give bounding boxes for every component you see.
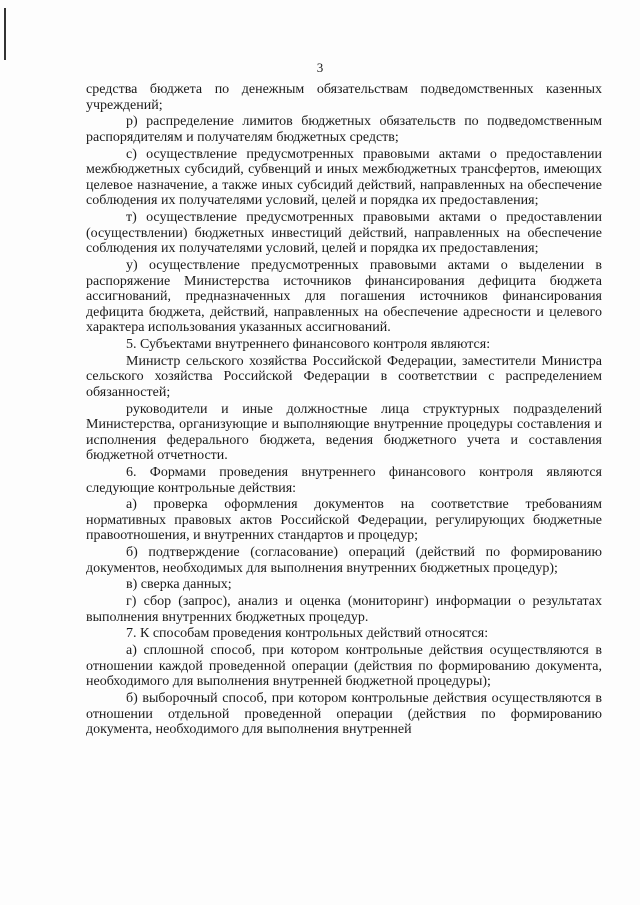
paragraph-form-v: в) сверка данных; <box>126 577 232 593</box>
paragraph-form-b: б) подтверждение (согласование) операций (действий по формированию документов, необходимых для выполнения внутренних бюджетных процедур); <box>86 545 602 576</box>
paragraph-item-r: р) распределение лимитов бюджетных обязательств по подведомственным распорядителям и получателям бюджетных средств; <box>86 114 602 145</box>
paragraph-continuation: средства бюджета по денежным обязательствам подведомственных казенных учреждений; <box>86 82 602 113</box>
paragraph-subjects-minister: Министр сельского хозяйства Российской Федерации, заместители Министра сельского хозяйства Российской Федерации в соответствии с распределением обязанностей; <box>86 353 602 400</box>
paragraph-method-b: б) выборочный способ, при котором контрольные действия осуществляются в отношении отдельной проведенной операции (действия по формированию документа, необходимого для выполнения внутренней <box>86 690 602 738</box>
document-body <box>86 82 602 739</box>
paragraph-form-a: а) проверка оформления документов на соответствие требованиям нормативных правовых актов Российской Федерации, регулирующих бюджетные правоотношения, и внутренних стандартов и процедур; <box>86 497 602 544</box>
paragraph-method-a: а) сплошной способ, при котором контрольные действия осуществляются в отношении каждой проведенной операции (действия по формированию документа, необходимого для выполнения внутренней бюджетной процедуры); <box>86 643 602 690</box>
paragraph-item-u: у) осуществление предусмотренных правовыми актами о выделении в распоряжение Министерства источников финансирования дефицита бюджета ассигнований, предназначенных для погашения источников финансирования дефицита бюджета, действий, направленных на обеспечение адресности и целевого характера использования указанных ассигнований. <box>86 257 602 336</box>
paragraph-item-s: с) осуществление предусмотренных правовыми актами о предоставлении межбюджетных субсидий, субвенций и иных межбюджетных трансфертов, имеющих целевое назначение, а также иных субсидий действий, направленных на обеспечение соблюдения их получателями условий, целей и порядка их предоставления; <box>86 146 602 209</box>
scan-edge-mark <box>4 8 6 60</box>
paragraph-item-t: т) осуществление предусмотренных правовыми актами о предоставлении (осуществлении) бюджетных инвестиций действий, направленных на обеспечение соблюдения их получателями условий, целей и порядка их предоставления; <box>86 210 602 257</box>
paragraph-subjects-heads: руководители и иные должностные лица структурных подразделений Министерства, организующие и выполняющие внутренние процедуры составления и исполнения федерального бюджета, ведения бюджетного учета и составления бюджетной отчетности. <box>86 401 602 464</box>
page-number: 3 <box>316 60 324 75</box>
paragraph-section-5: 5. Субъектами внутреннего финансового контроля являются: <box>126 336 491 352</box>
paragraph-section-7: 7. К способам проведения контрольных действий относятся: <box>126 626 489 642</box>
paragraph-section-6: 6. Формами проведения внутреннего финансового контроля являются следующие контрольные действия: <box>86 465 602 496</box>
paragraph-form-g: г) сбор (запрос), анализ и оценка (мониторинг) информации о результатах выполнения внутренних бюджетных процедур. <box>86 594 602 625</box>
